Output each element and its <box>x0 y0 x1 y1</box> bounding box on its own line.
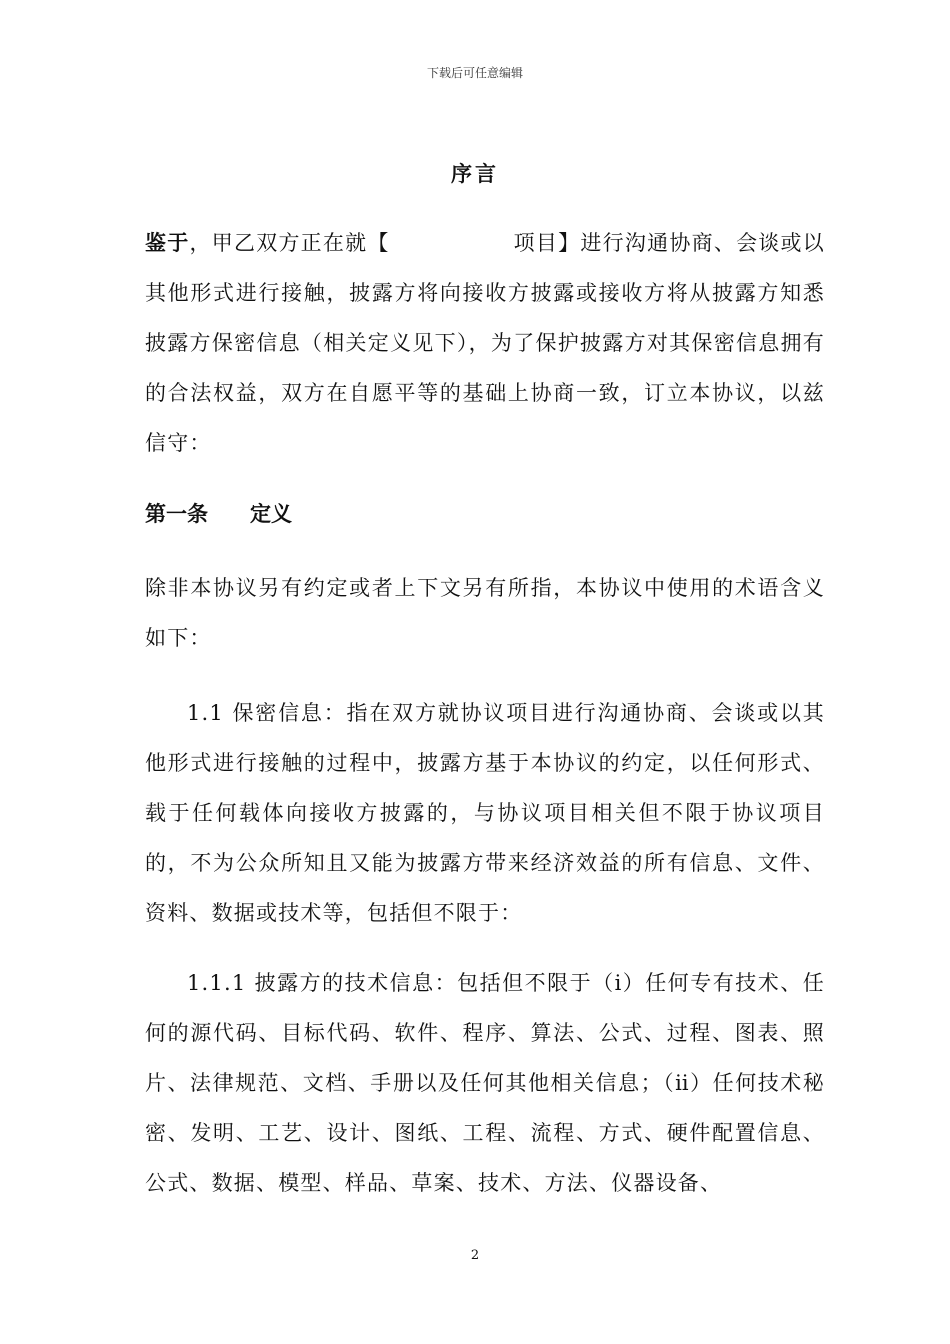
preface-lead: 鉴于 <box>145 230 190 255</box>
preface-text-b: 项目】进行沟通协商、会谈或以其他形式进行接触，披露方将向接收方披露或接收方将从披露方知悉披露方保密信息（相关定义见下），为了保护披露方对其保密信息拥有的合法权益，双方在自愿平等的基础上协商一致，订立本协议，以兹信守： <box>145 231 825 455</box>
preface-title: 序言 <box>451 161 499 186</box>
article-1-intro: 除非本协议另有约定或者上下文另有所指，本协议中使用的术语含义如下： <box>145 576 825 650</box>
clause-1-1: 1.1 保密信息：指在双方就协议项目进行沟通协商、会谈或以其他形式进行接触的过程中，披露方基于本协议的约定，以任何形式、载于任何载体向接收方披露的，与协议项目相关但不限于协议项目的，不为公众所知且又能为披露方带来经济效益的所有信息、文件、资料、数据或技术等，包括但不限于： <box>145 701 825 925</box>
header-note: 下载后可任意编辑 <box>426 66 523 80</box>
article-1-number: 第一条 <box>145 501 208 526</box>
preface-text-a: ，甲乙双方正在就【 <box>189 231 390 255</box>
clause-1-1-1: 1.1.1 披露方的技术信息：包括但不限于（ⅰ）任何专有技术、任何的源代码、目标代码、软件、程序、算法、公式、过程、图表、照片、法律规范、文档、手册以及任何其他相关信息；（ⅱ）任何技术秘密、发明、工艺、设计、图纸、工程、流程、方式、硬件配置信息、公式、数据、模型、样品、草案、技术、方法、仪器设备、 <box>145 971 825 1195</box>
page-number: 2 <box>470 1248 480 1263</box>
article-1-heading <box>145 498 334 528</box>
preface-paragraph <box>145 218 825 468</box>
article-1-name: 定义 <box>250 501 292 526</box>
